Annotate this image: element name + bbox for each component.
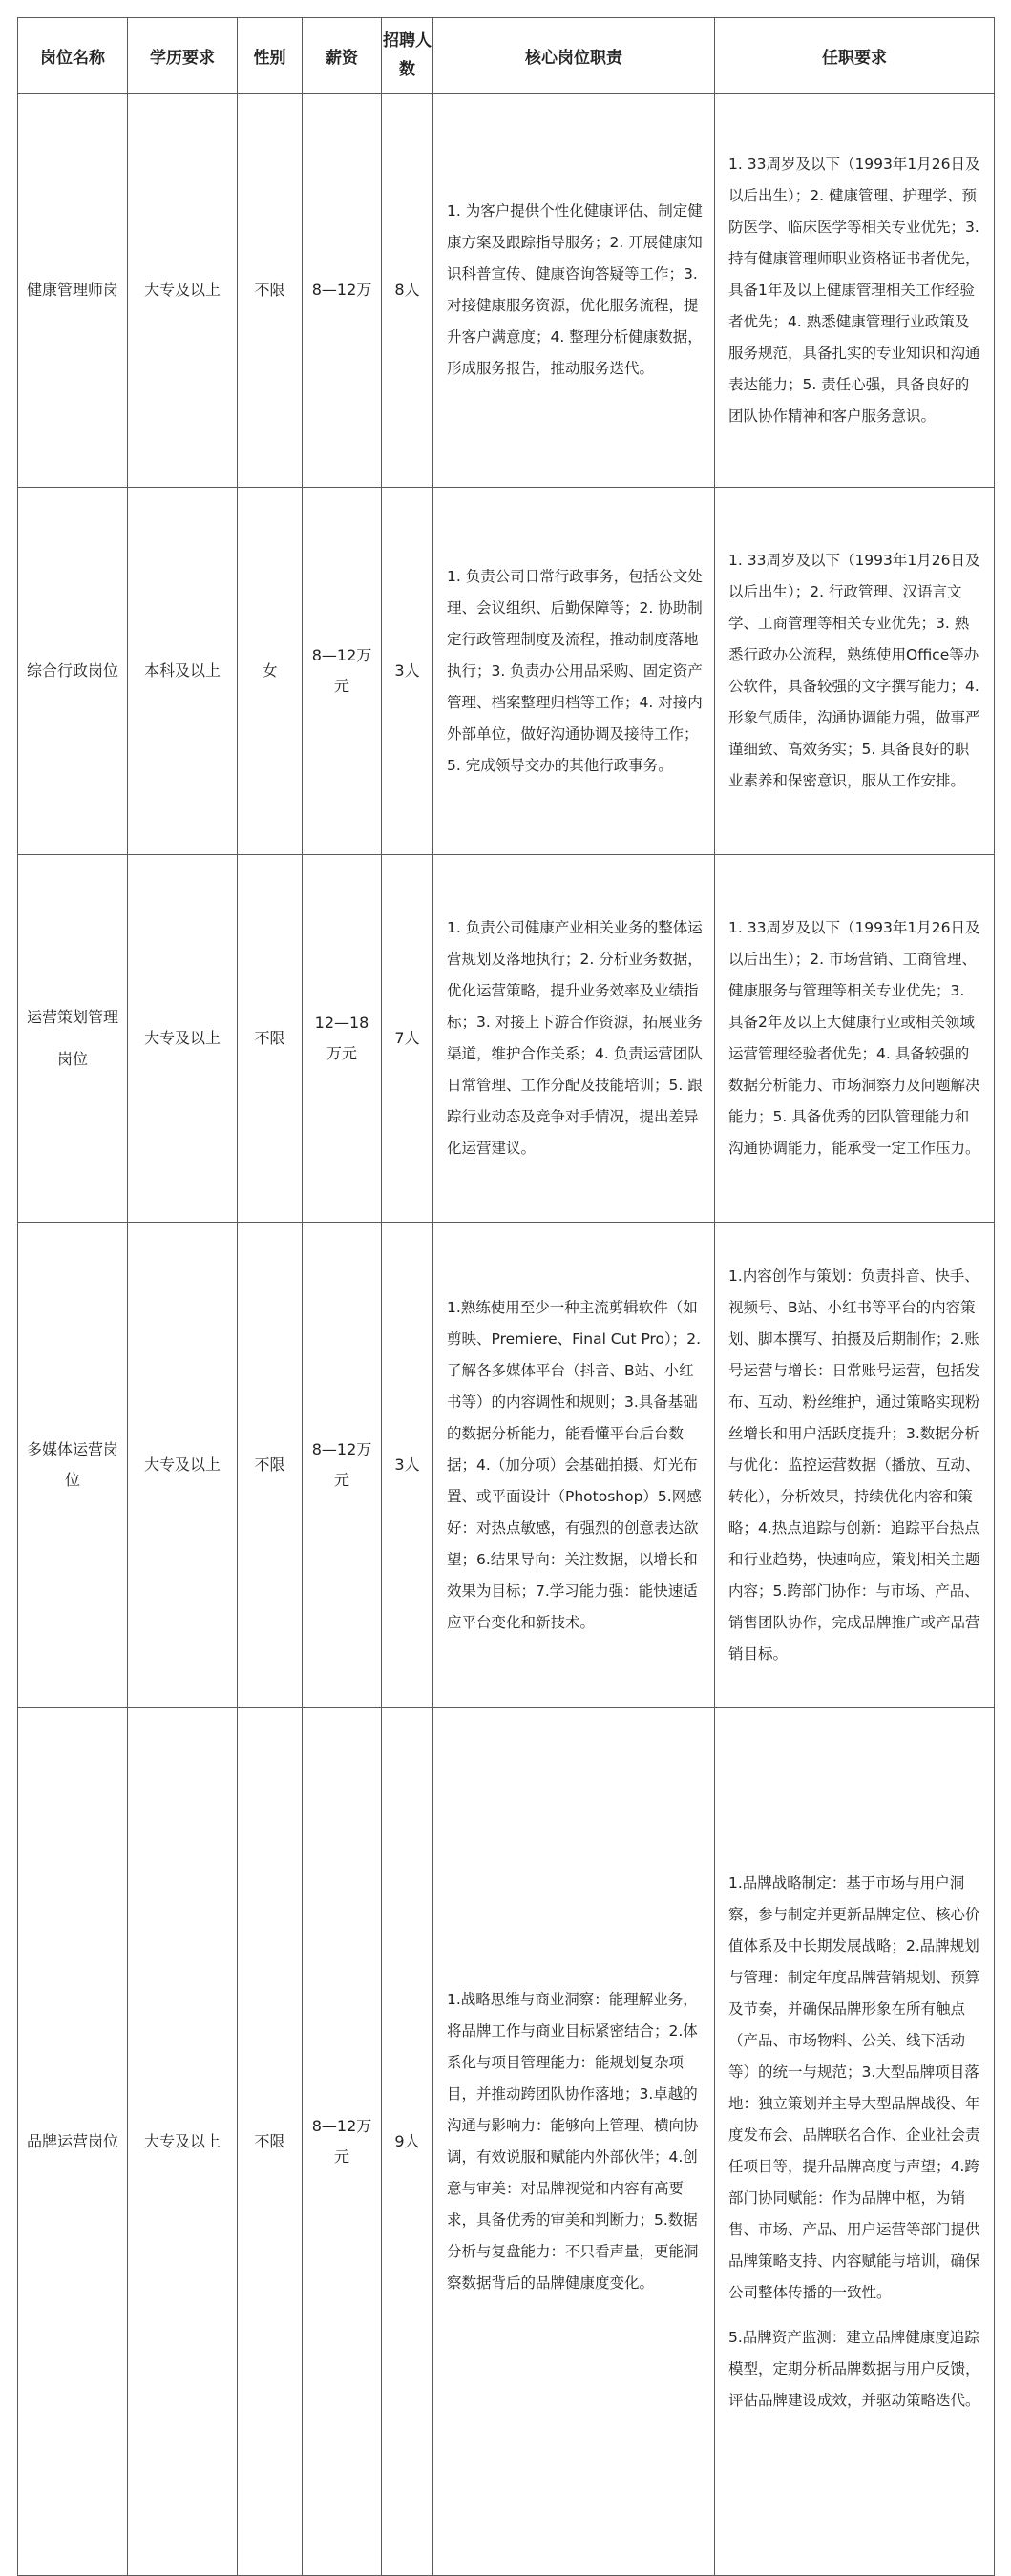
header-row	[18, 18, 995, 94]
header-salary: 薪资	[303, 18, 382, 94]
recruitment-table	[17, 17, 995, 2576]
headcount-cell: 7人	[382, 855, 433, 1223]
table-row	[18, 488, 995, 855]
education-cell: 大专及以上	[128, 855, 238, 1223]
duties-cell: 1. 为客户提供个性化健康评估、制定健康方案及跟踪指导服务；2. 开展健康知识科普宣传、健康咨询答疑等工作；3. 对接健康服务资源，优化服务流程，提升客户满意度；4. 整理分析健康数据，形成服务报告，推动服务迭代。	[433, 94, 715, 488]
requirements-paragraph: 1. 33周岁及以下（1993年1月26日及以后出生）；2. 行政管理、汉语言文学、工商管理等相关专业优先；3. 熟悉行政办公流程，熟练使用Office等办公软件，具备较强的文字撰写能力；4. 形象气质佳，沟通协调能力强，做事严谨细致、高效务实；5. 具备良好的职业素养和保密意识，服从工作安排。	[728, 552, 980, 789]
position-name-cell: 品牌运营岗位	[18, 1708, 128, 2576]
salary-cell: 8—12万	[303, 94, 382, 488]
education-cell: 本科及以上	[128, 488, 238, 855]
duties-cell: 1. 负责公司健康产业相关业务的整体运营规划及落地执行；2. 分析业务数据，优化运营策略，提升业务效率及业绩指标；3. 对接上下游合作资源，拓展业务渠道，维护合作关系；4. 负责运营团队日常管理、工作分配及技能培训；5. 跟踪行业动态及竞争对手情况，提出差异化运营建议。	[433, 855, 715, 1223]
requirements-paragraph: 1.内容创作与策划：负责抖音、快手、视频号、B站、小红书等平台的内容策划、脚本撰写、拍摄及后期制作；2.账号运营与增长：日常账号运营，包括发布、互动、粉丝维护，通过策略实现粉丝增长和用户活跃度提升；3.数据分析与优化：监控运营数据（播放、互动、转化），分析效果，持续优化内容和策略；4.热点追踪与创新：追踪平台热点和行业趋势，快速响应，策划相关主题内容；5.跨部门协作：与市场、产品、销售团队协作，完成品牌推广或产品营销目标。	[728, 1267, 980, 1663]
requirements-paragraph: 1. 33周岁及以下（1993年1月26日及以后出生）；2. 健康管理、护理学、预防医学、临床医学等相关专业优先；3. 持有健康管理师职业资格证书者优先，具备1年及以上健康管理相关工作经验者优先；4. 熟悉健康管理行业政策及服务规范，具备扎实的专业知识和沟通表达能力；5. 责任心强，具备良好的团队协作精神和客户服务意识。	[728, 155, 980, 425]
table-row	[18, 855, 995, 1223]
headcount-cell: 3人	[382, 488, 433, 855]
requirements-cell	[715, 1708, 995, 2576]
position-name-cell: 综合行政岗位	[18, 488, 128, 855]
gender-cell: 不限	[238, 1708, 303, 2576]
duties-cell: 1.熟练使用至少一种主流剪辑软件（如剪映、Premiere、Final Cut Pro）；2.了解各多媒体平台（抖音、B站、小红书等）的内容调性和规则；3.具备基础的数据分析能力，能看懂平台后台数据；4.（加分项）会基础拍摄、灯光布置、或平面设计（Photoshop）5.网感好：对热点敏感，有强烈的创意表达欲望；6.结果导向：关注数据，以增长和效果为目标；7.学习能力强：能快速适应平台变化和新技术。	[433, 1223, 715, 1708]
education-cell: 大专及以上	[128, 1708, 238, 2576]
header-core-duties: 核心岗位职责	[433, 18, 715, 94]
requirements-paragraph: 5.品牌资产监测：建立品牌健康度追踪模型，定期分析品牌数据与用户反馈，评估品牌建设成效，并驱动策略迭代。	[728, 2328, 980, 2409]
position-name-cell: 健康管理师岗	[18, 94, 128, 488]
headcount-cell: 3人	[382, 1223, 433, 1708]
requirements-cell	[715, 1223, 995, 1708]
salary-cell: 8—12万元	[303, 1223, 382, 1708]
salary-cell: 8—12万元	[303, 488, 382, 855]
requirements-cell	[715, 855, 995, 1223]
header-requirements: 任职要求	[715, 18, 995, 94]
gender-cell: 不限	[238, 94, 303, 488]
headcount-cell: 9人	[382, 1708, 433, 2576]
table-row	[18, 1708, 995, 2576]
salary-cell: 12—18万元	[303, 855, 382, 1223]
gender-cell: 女	[238, 488, 303, 855]
header-headcount: 招聘人数	[382, 18, 433, 94]
requirements-paragraph: 1. 33周岁及以下（1993年1月26日及以后出生）；2. 市场营销、工商管理、健康服务与管理等相关专业优先；3. 具备2年及以上大健康行业或相关领域运营管理经验者优先；4. 具备较强的数据分析能力、市场洞察力及问题解决能力；5. 具备优秀的团队管理能力和沟通协调能力，能承受一定工作压力。	[728, 919, 980, 1157]
table-row	[18, 1223, 995, 1708]
duties-cell: 1. 负责公司日常行政事务，包括公文处理、会议组织、后勤保障等；2. 协助制定行政管理制度及流程，推动制度落地执行；3. 负责办公用品采购、固定资产管理、档案整理归档等工作；4. 对接内外部单位，做好沟通协调及接待工作；5. 完成领导交办的其他行政事务。	[433, 488, 715, 855]
header-gender: 性别	[238, 18, 303, 94]
recruitment-table-sheet	[17, 17, 994, 2576]
salary-cell: 8—12万元	[303, 1708, 382, 2576]
education-cell: 大专及以上	[128, 1223, 238, 1708]
position-name-cell: 运营策划管理岗位	[18, 855, 128, 1223]
gender-cell: 不限	[238, 1223, 303, 1708]
table-row	[18, 94, 995, 488]
header-education: 学历要求	[128, 18, 238, 94]
position-name-cell: 多媒体运营岗位	[18, 1223, 128, 1708]
gender-cell: 不限	[238, 855, 303, 1223]
requirements-paragraph: 1.品牌战略制定：基于市场与用户洞察，参与制定并更新品牌定位、核心价值体系及中长期发展战略；2.品牌规划与管理：制定年度品牌营销规划、预算及节奏，并确保品牌形象在所有触点（产品、市场物料、公关、线下活动等）的统一与规范；3.大型品牌项目落地：独立策划并主导大型品牌战役、年度发布会、品牌联名合作、企业社会责任项目等，提升品牌高度与声望；4.跨部门协同赋能：作为品牌中枢，为销售、市场、产品、用户运营等部门提供品牌策略支持、内容赋能与培训，确保公司整体传播的一致性。	[728, 1874, 980, 2301]
header-position-name: 岗位名称	[18, 18, 128, 94]
requirements-cell	[715, 488, 995, 855]
headcount-cell: 8人	[382, 94, 433, 488]
requirements-cell	[715, 94, 995, 488]
education-cell: 大专及以上	[128, 94, 238, 488]
duties-cell: 1.战略思维与商业洞察：能理解业务，将品牌工作与商业目标紧密结合；2.体系化与项目管理能力：能规划复杂项目，并推动跨团队协作落地；3.卓越的沟通与影响力：能够向上管理、横向协调，有效说服和赋能内外部伙伴；4.创意与审美：对品牌视觉和内容有高要求，具备优秀的审美和判断力；5.数据分析与复盘能力：不只看声量，更能洞察数据背后的品牌健康度变化。	[433, 1708, 715, 2576]
